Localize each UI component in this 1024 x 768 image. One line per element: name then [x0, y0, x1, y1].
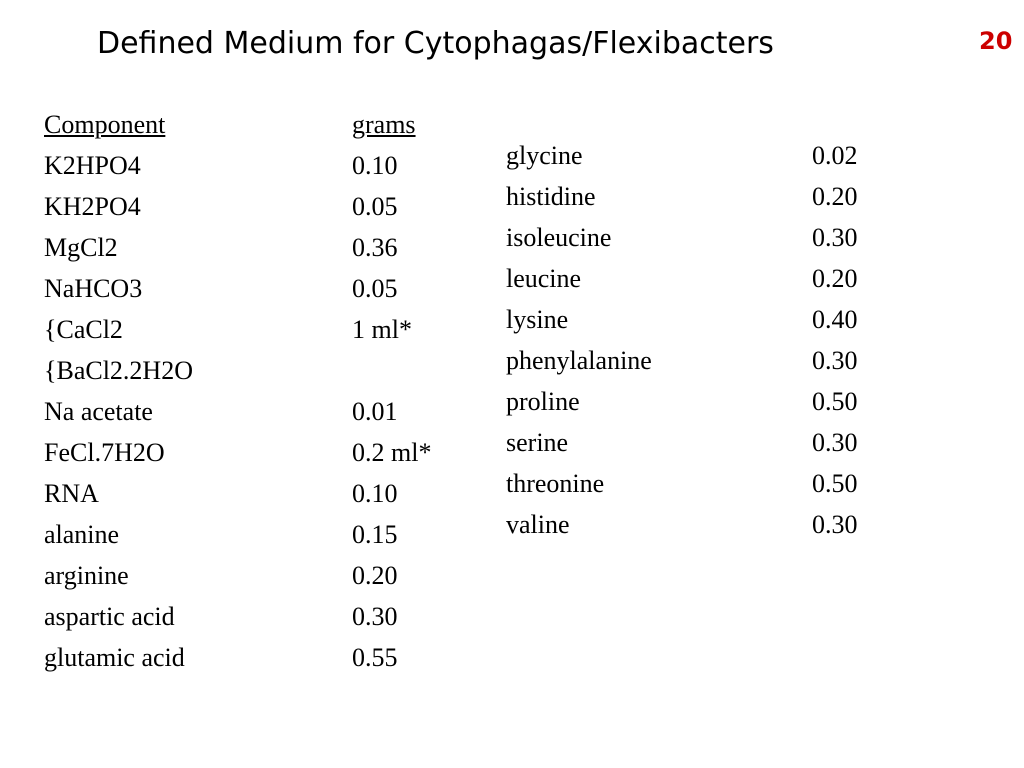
- component-amount: 0.02: [812, 141, 858, 170]
- table-row: [506, 258, 906, 299]
- component-name: KH2PO4: [44, 192, 141, 221]
- table-row: [44, 596, 484, 637]
- component-name: arginine: [44, 561, 129, 590]
- slide-title: Defined Medium for Cytophagas/Flexibacters: [97, 26, 774, 61]
- component-amount: 1 ml*: [352, 315, 412, 344]
- component-name: lysine: [506, 305, 569, 334]
- grams-header: grams: [352, 110, 416, 139]
- component-amount: 0.10: [352, 479, 398, 508]
- component-name: NaHCO3: [44, 274, 143, 303]
- component-amount: 0.20: [812, 182, 858, 211]
- table-row: [506, 340, 906, 381]
- component-name: RNA: [44, 479, 99, 508]
- table-row: [506, 299, 906, 340]
- component-name: Na acetate: [44, 397, 153, 426]
- table-row: [44, 514, 484, 555]
- table-row: [44, 309, 484, 350]
- table-row: [506, 381, 906, 422]
- component-amount: 0.20: [812, 264, 858, 293]
- left-component-table: [44, 104, 484, 678]
- component-amount: 0.20: [352, 561, 398, 590]
- table-row: [44, 145, 484, 186]
- component-amount: 0.05: [352, 274, 398, 303]
- component-amount: 0.05: [352, 192, 398, 221]
- component-name: isoleucine: [506, 223, 612, 252]
- slide-number: 20: [979, 27, 1013, 55]
- component-amount: 0.55: [352, 643, 398, 672]
- component-amount: 0.36: [352, 233, 398, 262]
- component-amount: 0.01: [352, 397, 398, 426]
- component-name: proline: [506, 387, 580, 416]
- component-amount: 0.10: [352, 151, 398, 180]
- component-amount: 0.50: [812, 387, 858, 416]
- table-row: [44, 432, 484, 473]
- component-amount: 0.30: [812, 223, 858, 252]
- table-row: [44, 268, 484, 309]
- component-name: K2HPO4: [44, 151, 141, 180]
- table-row: [44, 186, 484, 227]
- right-component-table: [506, 135, 906, 545]
- table-row: [506, 422, 906, 463]
- component-amount: 0.30: [812, 346, 858, 375]
- table-header-row: [44, 104, 484, 145]
- table-row: [506, 135, 906, 176]
- component-header: Component: [44, 110, 166, 139]
- component-name: glutamic acid: [44, 643, 185, 672]
- table-row: [44, 555, 484, 596]
- component-amount: 0.30: [812, 428, 858, 457]
- component-name: MgCl2: [44, 233, 118, 262]
- component-amount: 0.40: [812, 305, 858, 334]
- component-name: histidine: [506, 182, 596, 211]
- component-amount: 0.30: [812, 510, 858, 539]
- component-name: serine: [506, 428, 569, 457]
- component-name: {BaCl2.2H2O: [44, 356, 193, 385]
- component-amount: 0.15: [352, 520, 398, 549]
- table-row: [44, 637, 484, 678]
- table-row: [44, 350, 484, 391]
- table-row: [44, 473, 484, 514]
- component-name: valine: [506, 510, 570, 539]
- component-amount: 0.50: [812, 469, 858, 498]
- component-name: phenylalanine: [506, 346, 652, 375]
- table-row: [44, 391, 484, 432]
- component-name: threonine: [506, 469, 605, 498]
- table-row: [506, 504, 906, 545]
- component-name: FeCl.7H2O: [44, 438, 165, 467]
- component-amount: 0.30: [352, 602, 398, 631]
- component-name: aspartic acid: [44, 602, 175, 631]
- component-name: glycine: [506, 141, 583, 170]
- component-name: {CaCl2: [44, 315, 123, 344]
- table-row: [506, 217, 906, 258]
- table-row: [44, 227, 484, 268]
- component-name: leucine: [506, 264, 582, 293]
- table-row: [506, 176, 906, 217]
- component-name: alanine: [44, 520, 120, 549]
- table-row: [506, 463, 906, 504]
- component-amount: 0.2 ml*: [352, 438, 432, 467]
